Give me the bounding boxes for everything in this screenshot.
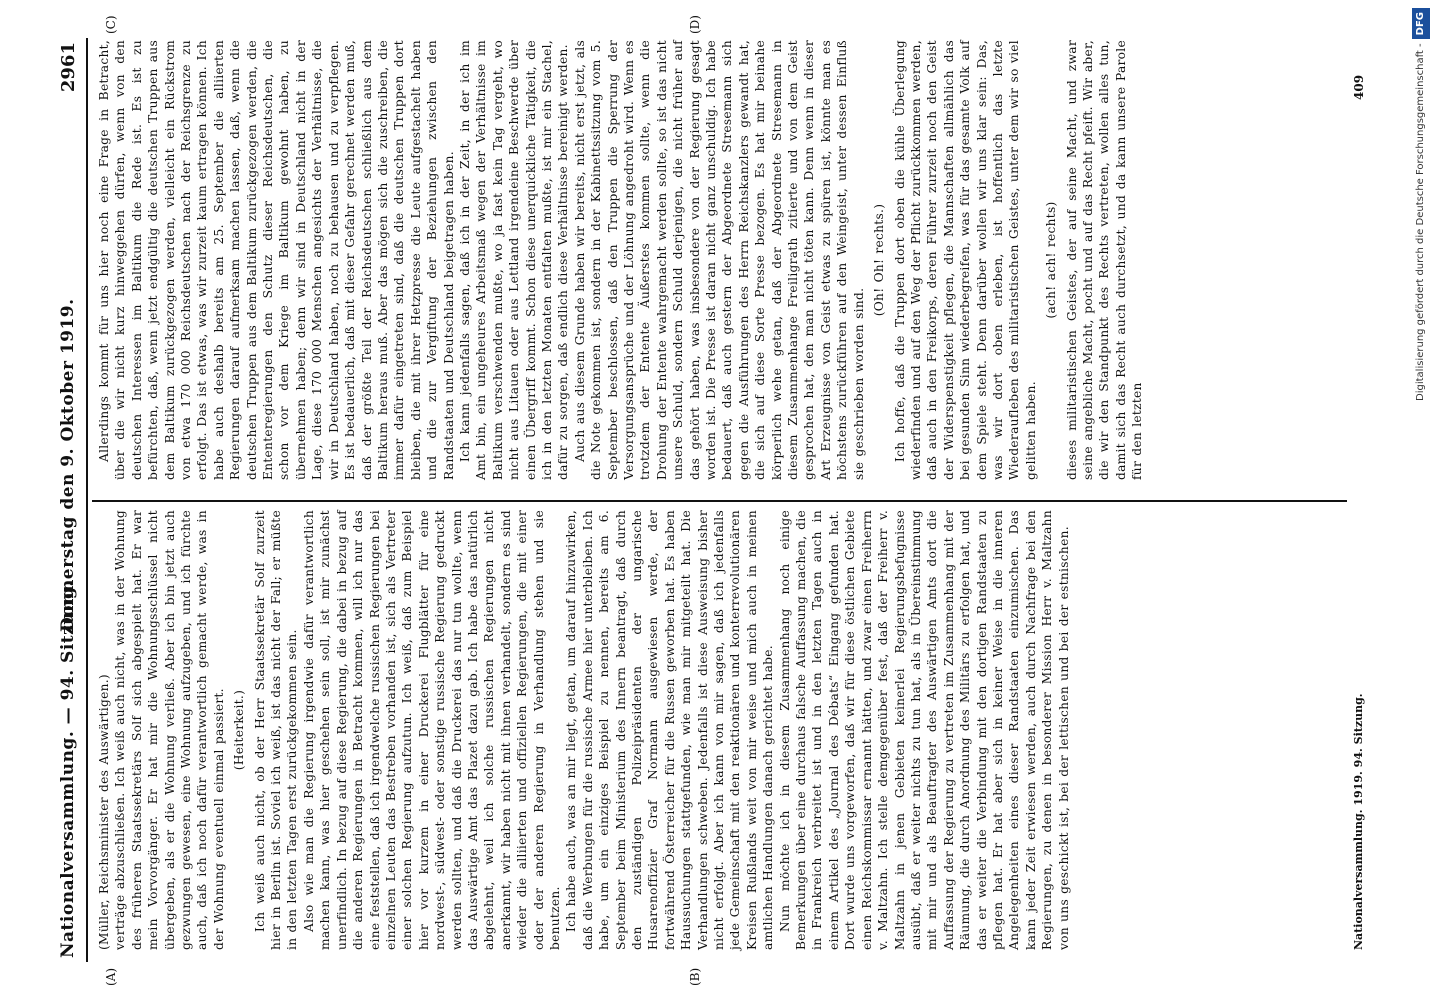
paragraph: Ich weiß auch nicht, ob der Herr Staatssekretär Solf zurzeit hier in Berlin ist. Soviel ich weiß, ist das nicht der Fall; er müßte in den letzten Tagen erst zurückgekommen sein.	[252, 510, 300, 950]
dfg-funding-text: Digitalisierung gefördert durch die Deutsche Forschungsgemeinschaft -	[1415, 43, 1426, 401]
paragraph: Ich kann jedenfalls sagen, daß ich in der Zeit, in der ich im Amt bin, ein ungeheures Arbeitsmaß wegen der Verhältnisse im Baltikum verschwenden mußte, wo ja fast kein Tag vergeht, wo nicht aus Litauen oder aus Lettland irgendeine Beschwerde über einen Übergriff kommt. Schon diese unerquickliche Tätigkeit, die ich in den letzten Monaten entfalten mußte, ist mir ein Stachel, dafür zu sorgen, daß endlich diese Verhältnisse bereinigt werden.	[457, 40, 571, 480]
paragraph: verträge abzuschließen. Ich weiß auch nicht, was in der Wohnung des früheren Staatssekretärs Solf sich abgespielt hat. Er war mein Vorvorgänger. Er hat mir die Wohnungsschlüssel nicht übergeben, als er die Wohnung verließ. Aber ich bin jetzt auch gezwungen gewesen, eine Wohnung aufzugeben, und ich fürchte auch, daß ich noch dafür verantwortlich gemacht werde, was in der Wohnung eventuell einmal passiert.	[113, 510, 226, 950]
paragraph: Auch aus diesem Grunde haben wir bereits, nicht erst jetzt, als die Note gekommen ist, sondern in der Kabinettssitzung vom 5. September beschlossen, daß den Truppen die Sperrung der Versorgungsansprüche und der Löhnung angedroht wird. Wenn es trotzdem der Entente Äußerstes kommen sollte, wenn die Drohung der Entente wahrgemacht werden sollte, so ist das nicht unsere Schuld, sondern Schuld derjenigen, die nicht früher auf das gehört haben, was insbesondere von der Regierung gesagt worden ist. Die Presse ist daran nicht ganz unschuldig. Ich habe bedauert, daß auch gestern der Abgeordnete Stresemann sich gegen die Ausführungen des Herrn Reichskanzlers gewandt hat, die sich auf diese Sorte Presse bezogen. Es hat mir beinahe körperlich wehe getan, daß der Abgeordnete Stresemann in diesem Zusammenhange Freiligrath zitierte und von dem Geist gesprochen hat, den man nicht töten kann. Denn wenn in dieser Art Erzeugnisse von Geist etwas zu spüren ist, könnte man es höchstens zurückführen auf den Weingeist, unter dessen Einfluß sie geschrieben worden sind.	[572, 40, 866, 480]
header-page-number: 2961	[58, 42, 79, 93]
paragraph: dieses militaristischen Geistes, der auf seine Macht, und zwar seine angebliche Macht, pocht und auf das Recht pfeift. Wir aber, die wir den Standpunkt des Rechts vertreten, wollen alles tun, damit sich das Recht auch durchsetzt, und da kann unsere Parole für den letzten	[1064, 40, 1145, 480]
margin-label-a: (A)	[104, 967, 118, 986]
paragraph: Also wie man die Regierung irgendwie dafür verantwortlich machen kann, was hier geschehen sein soll, ist mir zunächst unerfindlich. In bezug auf diese Regierung, die dabei in bezug auf die anderen Regierungen in Betracht kommen, will ich nur das eine feststellen, daß ich irgendwelche russischen Regierungen bei einzelnen Leuten das Bestreben vorhanden ist, sich als Vertreter einer solchen Regierung aufzutun. Ich weiß, daß zum Beispiel hier vor kurzem in einer Druckerei Flugblätter für eine nordwest-, südwest- oder sonstige russische Regierung gedruckt werden sollten, und daß die Druckerei das nur tun wollte, wenn das Auswärtige Amt das Plazet dazu gab. Ich habe das natürlich abgelehnt, weil ich solche russischen Regierungen nicht anerkannt, wir haben nicht mit ihnen verhandelt, sondern es sind wieder die alliierten und offiziellen Regierungen, die mit einer oder der anderen Regierung in Verhandlung stehen und sie benutzen.	[301, 510, 562, 950]
header-session-title: Nationalversammlung. — 94. Sitzung.	[58, 580, 78, 958]
column-divider	[92, 500, 1347, 502]
page-header	[52, 38, 88, 962]
right-column	[96, 40, 1146, 480]
margin-label-c: (C)	[104, 15, 118, 34]
footer-session: Nationalversammlung. 1919. 94. Sitzung.	[1352, 693, 1365, 950]
paragraph: Ich habe auch, was an mir liegt, getan, um darauf hinzuwirken, daß die Werbungen für die russische Armee hier unterbleiben. Ich habe, um ein einziges Beispiel zu nennen, bereits am 6. September beim Ministerium des Innern beantragt, daß durch den zuständigen Polizeipräsidenten der ungarische Husarenoffizier Graf Normann ausgewiesen werde, der fortwährend Österreicher für die Russen geworben hat. Es haben Haussuchungen stattgefunden, wie man mir mitgeteilt hat. Die Verhandlungen schweben. Jedenfalls ist diese Ausweisung bisher nicht erfolgt. Aber ich kann von mir sagen, daß ich jedenfalls jede Gemeinschaft mit den reaktionären und konterrevolutionären Kreisen Rußlands weit von mir weise und mich auch in meinen amtlichen Handlungen danach gerichtet habe.	[564, 510, 776, 950]
dfg-logo: DFG	[1412, 8, 1430, 39]
dfg-funding-note	[1412, 8, 1430, 988]
margin-label-b: (B)	[688, 967, 702, 986]
left-column	[96, 510, 1072, 950]
interjection: (Heiterkeit.)	[232, 689, 247, 771]
interjection: (Oh! Oh! rechts.)	[872, 203, 887, 317]
margin-label-d: (D)	[688, 15, 702, 34]
dfg-text-wrapper	[1412, 8, 1430, 988]
paragraph: Ich hoffe, daß die Truppen dort oben die kühle Überlegung wiederfinden und auf den Weg der Pflicht zurückkommen werden, daß auch in den Freikorps, deren Führer zurzeit noch den Geist der Widerspenstigkeit pflegen, die Mannschaften allmählich das bei gesunden Sinn wiederbegreifen, was für das gesamte Volk auf dem Spiele steht. Denn darüber wollen wir uns klar sein: Das, was wir dort oben erleben, ist hoffentlich das letzte Wiederaufleben des militaristischen Geistes, unter dem wir so viel gelitten haben.	[892, 40, 1038, 480]
header-date: Donnerstag den 9. Oktober 1919.	[58, 298, 78, 632]
paragraph: Allerdings kommt für uns hier noch eine Frage in Betracht, über die wir nicht kurz hinweggehen dürfen, wenn von den deutschen Interessen im Baltikum die Rede ist. Es ist zu befürchten, daß, wenn jetzt endgültig die deutschen Truppen aus dem Baltikum zurückgezogen werden, vielleicht ein Rückstrom von etwa 170 000 Reichsdeutschen nach der Reichsgrenze zu erfolgt. Das ist etwas, was wir zurzeit kaum ertragen können. Ich habe auch deshalb bereits am 25. September die alliierten Regierungen darauf aufmerksam machen lassen, daß, wenn die deutschen Truppen aus dem Baltikum zurückgezogen werden, die Ententeregierungen den Schutz dieser Reichsdeutschen, die schon vor dem Kriege im Baltikum gewohnt haben, zu übernehmen haben; denn wir sind in Deutschland nicht in der Lage, diese 170 000 Menschen angesichts der Verhältnisse, die wir in Deutschland haben, noch zu behausen und zu verpflegen. Es ist bedauerlich, daß mit dieser Gefahr gerechnet werden muß, daß der größte Teil der Reichsdeutschen schließlich aus dem Baltikum heraus muß. Aber das mögen sich die zuschreiben, die immer dafür eingetreten sind, daß die deutschen Truppen dort bleiben, die mit ihrer Hetzpresse die Leute aufgestachelt haben und die zur Vergiftung der Beziehungen zwischen den Randstaaten und Deutschland beigetragen haben.	[97, 40, 456, 480]
speaker-line: (Müller, Reichsminister des Auswärtigen.)	[97, 674, 111, 950]
paragraph: Nun möchte ich in diesem Zusammenhang noch einige Bemerkungen über eine durchaus falsche Auffassung machen, die in Frankreich verbreitet ist und in den letzten Tagen auch in einem Artikel des „Journal des Débats“ Eingang gefunden hat. Dort wurde uns vorgeworfen, daß wir für diese östlichen Gebiete einen Reichskommissar ernannt hätten, und zwar einen Freiherrn v. Maltzahn. Ich stelle demgegenüber fest, daß der Freiherr v. Maltzahn in jenen Gebieten keinerlei Regierungsbefugnisse ausübt, daß er weiter nichts zu tun hat, als in Übereinstimmung mit mir und als Beauftragter des Auswärtigen Amts dort die Auffassung der Regierung zu vertreten im Zusammenhang mit der Räumung, die durch Anordnung des Militärs zu erfolgen hat, und das er weiter die Verbindung mit den dortigen Randstaaten zu pflegen hat. Er hat aber sich in keiner Weise in die inneren Angelegenheiten eines dieser Randstaaten einzumischen. Das kann jeder Zeit erwiesen werden, auch durch Nachfrage bei den Regierungen, zu denen in besonderer Mission Herr v. Maltzahn von uns geschickt ist, bei der lettischen und bei der estnischen.	[777, 510, 1071, 950]
footer-sheet-number: 409	[1352, 74, 1366, 100]
interjection: (ach! ach! rechts)	[1044, 201, 1059, 319]
